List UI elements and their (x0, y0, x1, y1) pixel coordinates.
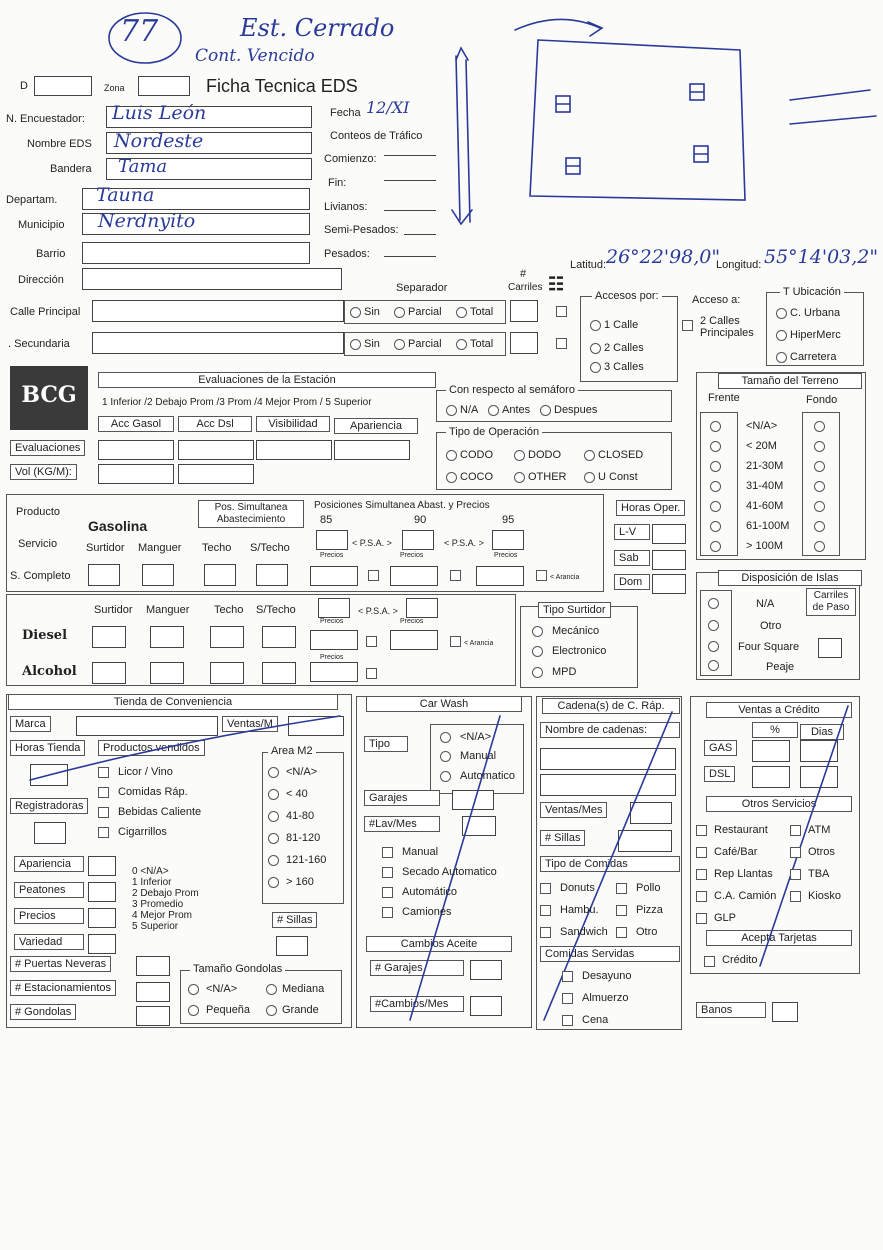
servicio-label-7: Kiosko (808, 890, 842, 902)
rating-label-1: Peatones (14, 882, 84, 898)
sep-sin-label-2: Sin (364, 338, 380, 350)
terreno-size-6: > 100M (746, 540, 783, 552)
comida-tipo-label-3: Pizza (636, 904, 663, 916)
ubicacion-title: T Ubicación (780, 286, 844, 298)
sep-total-label-2: Total (470, 338, 494, 350)
terreno-size-2: 21-30M (746, 460, 784, 472)
cw-check-label-2: Automático (402, 886, 458, 898)
acceso-1-calle-label: 1 Calle (604, 319, 639, 331)
rating-label-3: Variedad (14, 934, 84, 950)
cw-check-2[interactable] (382, 887, 393, 898)
frente-radio-3[interactable] (710, 481, 721, 492)
cambios-garajes-label: # Garajes (370, 960, 464, 976)
comienzo-label: Comienzo: (324, 153, 377, 165)
nombre-eds-label: Nombre EDS (27, 138, 92, 150)
producto-label-3: Cigarrillos (118, 826, 167, 838)
servicio-check-2[interactable] (696, 847, 707, 858)
cw-auto-label: Automatico (460, 770, 516, 782)
producto-label: Producto (16, 506, 61, 518)
area-radio-5[interactable] (268, 877, 279, 888)
surtidor-mpd-label: MPD (552, 666, 577, 678)
id-label: D (20, 80, 28, 92)
tienda-sillas-label: # Sillas (272, 912, 317, 928)
ubicacion-urbana-label: C. Urbana (790, 307, 841, 319)
accesos-title: Accesos por: (592, 290, 662, 302)
comida-tipo-check-5[interactable] (616, 927, 627, 938)
op-other-label: OTHER (528, 471, 567, 483)
col-acc-gasol: Acc Gasol (98, 416, 174, 432)
a-precios: Precios (320, 654, 344, 661)
d-sub-techo: Techo (214, 604, 244, 616)
surtidor-electronico-label: Electronico (552, 645, 607, 657)
alcohol-label: Alcohol (22, 664, 77, 679)
hw-note-closed: Est. Cerrado (240, 14, 395, 42)
credito-title: Ventas a Crédito (706, 702, 852, 718)
sep-sin-label: Sin (364, 306, 380, 318)
cw-check-label-1: Secado Automatico (402, 866, 497, 878)
op-uconst-label: U Const (598, 471, 638, 483)
terreno-size-5: 61-100M (746, 520, 790, 532)
rating-label-0: Apariencia (14, 856, 84, 872)
terreno-title: Tamaño del Terreno (718, 373, 862, 389)
area-label-2: 41-80 (286, 810, 315, 822)
precios-90-label: Precios (400, 552, 424, 559)
estacionamientos-label: # Estacionamientos (10, 980, 116, 996)
garajes-label: Garajes (364, 790, 440, 806)
islas-peaje-label: Peaje (766, 661, 795, 673)
comida-tipo-label-0: Donuts (560, 882, 595, 894)
psa-85-label: < P.S.A. > (352, 538, 392, 548)
servicio-label-4: Rep Llantas (714, 868, 773, 880)
scale-item-1: 1 Inferior (132, 877, 172, 888)
grade-90: 90 (414, 514, 427, 526)
gond-grande-label: Grande (282, 1004, 319, 1016)
area-radio-2[interactable] (268, 811, 279, 822)
horas-tienda-label: Horas Tienda (10, 740, 85, 756)
municipio-label: Municipio (18, 219, 65, 231)
servicio-check-3[interactable] (790, 847, 801, 858)
hw-longitud: 55°14'03,2" (764, 246, 879, 268)
servicio-label-6: C.A. Camión (714, 890, 777, 902)
cw-check-label-3: Camiones (402, 906, 452, 918)
terreno-frente: Frente (708, 392, 740, 404)
comida-tipo-label-2: Hambu. (560, 904, 599, 916)
hw-arrow-curve (515, 19, 600, 30)
hw-encuestador: Luis León (112, 102, 207, 124)
servicio-label-8: GLP (714, 912, 737, 924)
ubicacion-hipermerc-label: HiperMerc (790, 329, 841, 341)
gond-mediana-label: Mediana (282, 983, 325, 995)
comida-tipo-check-0[interactable] (540, 883, 551, 894)
servicio-label-1: ATM (808, 824, 831, 836)
row-volumen: Vol (KG/M): (10, 464, 77, 480)
longitud-label: Longitud: (716, 259, 762, 271)
op-closed-label: CLOSED (598, 449, 644, 461)
carwash-title: Car Wash (366, 696, 522, 712)
d-sub-manguer: Manguer (146, 604, 190, 616)
sep-parcial-label-2: Parcial (408, 338, 442, 350)
terreno-size-4: 41-60M (746, 500, 784, 512)
islas-title: Disposición de Islas (718, 570, 862, 586)
scale-item-2: 2 Debajo Prom (132, 888, 199, 899)
credito-dsl-label: DSL (704, 766, 735, 782)
encuestador-label: N. Encuestador: (6, 113, 85, 125)
servicio-check-7[interactable] (790, 891, 801, 902)
horas-dom: Dom (614, 574, 650, 590)
area-radio-4[interactable] (268, 855, 279, 866)
servicio-check-0[interactable] (696, 825, 707, 836)
ventas-label: Ventas/M (222, 716, 278, 732)
marca-label: Marca (10, 716, 51, 732)
servicio-label-5: TBA (808, 868, 830, 880)
rating-label-2: Precios (14, 908, 84, 924)
barrio-label: Barrio (36, 248, 66, 260)
gasolina-label: Gasolina (88, 518, 148, 534)
tam-gondolas-title: Tamaño Gondolas (190, 963, 285, 975)
page-title: Ficha Tecnica EDS (206, 76, 358, 96)
hw-departamento: Tauna (96, 184, 155, 206)
col-apariencia: Apariencia (334, 418, 418, 434)
hw-municipio: Nerdnyito (98, 210, 196, 232)
precios-95-label: Precios (494, 552, 518, 559)
comida-tipo-check-3[interactable] (616, 905, 627, 916)
psa-90-label: < P.S.A. > (444, 538, 484, 548)
op-dodo-label: DODO (528, 449, 561, 461)
servicio-label: Servicio (18, 538, 58, 550)
evaluaciones-title: Evaluaciones de la Estación (98, 372, 436, 388)
scale-item-4: 4 Mejor Prom (132, 910, 193, 921)
frente-radio-1[interactable] (710, 441, 721, 452)
fondo-radio-1[interactable] (814, 441, 825, 452)
comida-servida-check-2[interactable] (562, 1015, 573, 1026)
fin-label: Fin: (328, 177, 347, 189)
fondo-radio-6[interactable] (814, 541, 825, 552)
gond-na-label: <N/A> (206, 983, 238, 995)
ubicacion-carretera-label: Carretera (790, 351, 837, 363)
row-evaluaciones: Evaluaciones (10, 440, 85, 456)
servicio-check-8[interactable] (696, 913, 707, 924)
s-completo-label: S. Completo (10, 570, 71, 582)
frente-radio-0[interactable] (710, 421, 721, 432)
grade-95: 95 (502, 514, 515, 526)
latitud-label: Latitud: (570, 259, 607, 271)
comida-tipo-label-4: Sandwich (560, 926, 608, 938)
frente-radio-4[interactable] (710, 501, 721, 512)
hw-circle (109, 13, 181, 63)
comida-tipo-label-1: Pollo (636, 882, 661, 894)
frente-radio-2[interactable] (710, 461, 721, 472)
tipo-surtidor-title: Tipo Surtidor (538, 602, 611, 618)
carwash-tipo-label: Tipo (364, 736, 408, 752)
fondo-radio-0[interactable] (814, 421, 825, 432)
producto-check-3[interactable] (98, 827, 109, 838)
cadena-servidas-label: Comidas Servidas (540, 946, 680, 962)
hw-strike-credito (760, 706, 848, 966)
registradoras-label: Registradoras (10, 798, 88, 814)
arancia-label: < Arancia (550, 574, 580, 581)
servicio-label-2: Café/Bar (714, 846, 758, 858)
semaforo-antes-label: Antes (502, 404, 531, 416)
sub-manguer: Manguer (138, 542, 182, 554)
calle-principal-label: Calle Principal (10, 306, 81, 318)
trafico-title: Conteos de Tráfico (330, 130, 423, 142)
cw-check-3[interactable] (382, 907, 393, 918)
semaforo-despues-label: Despues (554, 404, 598, 416)
gond-pequena-label: Pequeña (206, 1004, 251, 1016)
rating-field-1[interactable] (88, 882, 116, 902)
frente-radio-5[interactable] (710, 521, 721, 532)
surtidor-mecanico-label: Mecánico (552, 625, 600, 637)
semaforo-title: Con respecto al semáforo (446, 384, 578, 396)
lav-mes-label: #Lav/Mes (364, 816, 440, 832)
cw-manual-label: Manual (460, 750, 497, 762)
servicio-check-6[interactable] (696, 891, 707, 902)
acceso-3-calles-label: 3 Calles (604, 361, 644, 373)
producto-label-2: Bebidas Caliente (118, 806, 202, 818)
cadena-sillas-label: # Sillas (540, 830, 585, 846)
departamento-label: Departam. (6, 194, 58, 206)
area-label-4: 121-160 (286, 854, 327, 866)
fondo-radio-3[interactable] (814, 481, 825, 492)
area-radio-0[interactable] (268, 767, 279, 778)
comida-servida-check-0[interactable] (562, 971, 573, 982)
sep-parcial-label: Parcial (408, 306, 442, 318)
frente-radio-6[interactable] (710, 541, 721, 552)
rating-field-2[interactable] (88, 908, 116, 928)
banos-label: Banos (696, 1002, 766, 1018)
pos-precios-title: Posiciones Simultanea Abast. y Precios (314, 500, 490, 511)
evaluaciones-scale: 1 Inferior /2 Debajo Prom /3 Prom /4 Mejor Prom / 5 Superior (102, 397, 372, 408)
direccion-label: Dirección (18, 274, 64, 286)
hw-road-lines (790, 90, 876, 124)
producto-label-1: Comidas Ráp. (118, 786, 188, 798)
hw-bandera: Tama (118, 156, 168, 177)
comida-servida-label-0: Desayuno (582, 970, 632, 982)
comida-servida-check-1[interactable] (562, 993, 573, 1004)
col-acc-dsl: Acc Dsl (178, 416, 252, 432)
servicio-check-1[interactable] (790, 825, 801, 836)
precios-85-label: Precios (320, 552, 344, 559)
cadena-nombre-label: Nombre de cadenas: (540, 722, 680, 738)
rating-field-3[interactable] (88, 934, 116, 954)
sub-stecho: S/Techo (250, 542, 290, 554)
producto-label-0: Licor / Vino (118, 766, 173, 778)
diesel-label: Diesel (22, 628, 68, 643)
bandera-label: Bandera (50, 163, 92, 175)
pos-simultanea-title: Pos. Simultanea Abastecimiento (198, 500, 304, 528)
area-label-0: <N/A> (286, 766, 318, 778)
d-psa-label: < P.S.A. > (358, 606, 398, 616)
cw-check-1[interactable] (382, 867, 393, 878)
fondo-radio-5[interactable] (814, 521, 825, 532)
semi-pesados-label: Semi-Pesados: (324, 224, 399, 236)
col-visibilidad: Visibilidad (256, 416, 330, 432)
productos-label: Productos vendidos (98, 740, 205, 756)
d-precios-2: Precios (400, 618, 424, 625)
sep-total-label: Total (470, 306, 494, 318)
acceso-a-label: Acceso a: (692, 294, 741, 306)
acceso-principales-label: 2 Calles Principales (700, 315, 754, 339)
diesel-arancia: < Arancia (464, 640, 494, 647)
servicio-label-0: Restaurant (714, 824, 768, 836)
servicio-check-5[interactable] (790, 869, 801, 880)
comida-tipo-label-5: Otro (636, 926, 658, 938)
producto-check-1[interactable] (98, 787, 109, 798)
comida-tipo-check-4[interactable] (540, 927, 551, 938)
islas-four-label: Four Square (738, 641, 800, 653)
d-sub-surtidor: Surtidor (94, 604, 133, 616)
islas-na-label: N/A (756, 598, 775, 610)
traffic-light-icon: ☷ (548, 274, 565, 294)
cambios-mes-label: #Cambios/Mes (370, 996, 464, 1012)
credito-pct-label: % (752, 722, 798, 738)
terreno-size-3: 31-40M (746, 480, 784, 492)
operacion-title: Tipo de Operación (446, 426, 542, 438)
comida-servida-label-1: Almuerzo (582, 992, 629, 1004)
fecha-label: Fecha (330, 107, 361, 119)
area-label-1: < 40 (286, 788, 308, 800)
separador-label: Separador (396, 282, 448, 294)
op-codo-label: CODO (460, 449, 493, 461)
credito-dias-label: Dias (800, 724, 844, 740)
producto-check-0[interactable] (98, 767, 109, 778)
hw-nombre-eds: Nordeste (114, 130, 204, 152)
acceso-2-calles-label: 2 Calles (604, 342, 644, 354)
sub-techo: Techo (202, 542, 232, 554)
comida-tipo-check-2[interactable] (540, 905, 551, 916)
islas-carriles-label: Carriles de Paso (806, 588, 856, 616)
scale-item-5: 5 Superior (132, 921, 179, 932)
puertas-label: # Puertas Neveras (10, 956, 111, 972)
cw-check-0[interactable] (382, 847, 393, 858)
grade-85: 85 (320, 514, 333, 526)
pesados-label: Pesados: (324, 248, 370, 260)
comida-tipo-check-1[interactable] (616, 883, 627, 894)
servicio-label-3: Otros (808, 846, 835, 858)
d-precios-1: Precios (320, 618, 344, 625)
sub-surtidor: Surtidor (86, 542, 125, 554)
otros-title: Otros Servicios (706, 796, 852, 812)
op-coco-label: COCO (460, 471, 493, 483)
cw-na-label: <N/A> (460, 731, 492, 743)
comida-servida-label-2: Cena (582, 1014, 609, 1026)
terreno-size-1: < 20M (746, 440, 777, 452)
hw-note-expired: Cont. Vencido (195, 46, 315, 66)
scale-item-3: 3 Promedio (132, 899, 184, 910)
carriles-hash: # (520, 268, 527, 280)
semaforo-na-label: N/A (460, 404, 479, 416)
horas-lv: L-V (614, 524, 650, 540)
secundaria-label: . Secundaria (8, 338, 70, 350)
cambios-title: Cambios Aceite (366, 936, 512, 952)
tarjeta-credito-label: Crédito (722, 954, 758, 966)
fondo-radio-2[interactable] (814, 461, 825, 472)
area-label-3: 81-120 (286, 832, 321, 844)
cadena-title: Cadena(s) de C. Ráp. (542, 698, 680, 714)
hw-sketch-outline (530, 40, 745, 200)
producto-check-2[interactable] (98, 807, 109, 818)
area-title: Area M2 (268, 745, 316, 757)
livianos-label: Livianos: (324, 201, 368, 213)
area-radio-3[interactable] (268, 833, 279, 844)
tienda-title: Tienda de Conveniencia (8, 694, 338, 710)
servicio-check-4[interactable] (696, 869, 707, 880)
hw-fecha: 12/XI (366, 98, 410, 117)
d-sub-stecho: S/Techo (256, 604, 296, 616)
islas-otro-label: Otro (760, 620, 782, 632)
rating-field-0[interactable] (88, 856, 116, 876)
tarjetas-title: Acepta Tarjetas (706, 930, 852, 946)
zona-label: Zona (104, 83, 125, 93)
terreno-fondo: Fondo (806, 394, 838, 406)
gondolas-label: # Gondolas (10, 1004, 76, 1020)
carriles-label: Carriles (508, 282, 543, 293)
cw-check-label-0: Manual (402, 846, 439, 858)
cadena-tipo-label: Tipo de Comidas (540, 856, 680, 872)
horas-sab: Sab (614, 550, 650, 566)
credito-gas-label: GAS (704, 740, 737, 756)
hw-number: 77 (120, 14, 159, 49)
bcg-logo: BCG (10, 366, 88, 430)
horas-title: Horas Oper. (616, 500, 685, 516)
cadena-ventas-label: Ventas/Mes (540, 802, 607, 818)
area-radio-1[interactable] (268, 789, 279, 800)
fondo-radio-4[interactable] (814, 501, 825, 512)
hw-latitud: 26°22'98,0" (606, 246, 721, 268)
area-label-5: > 160 (286, 876, 314, 888)
hw-double-line (456, 56, 470, 222)
scale-item-0: 0 <N/A> (132, 866, 169, 877)
terreno-size-0: <N/A> (746, 420, 778, 432)
